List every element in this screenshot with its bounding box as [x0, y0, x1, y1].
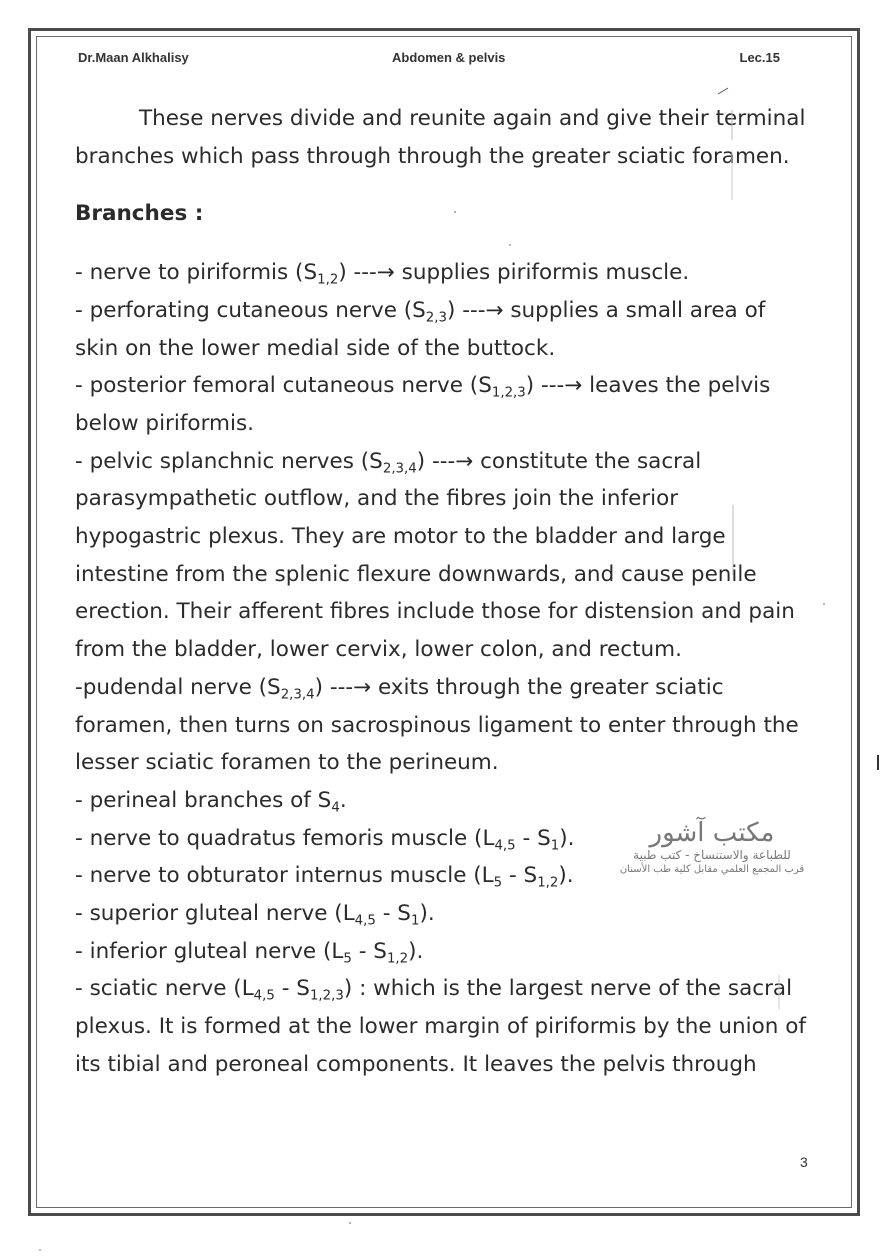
- branch-item-posterior-femoral-cutaneous: - posterior femoral cutaneous nerve $(S_{1,2,3})$ ---→ leaves the pelvis below piriformis.: [75, 373, 771, 436]
- branch-item-pelvic-splanchnic: - pelvic splanchnic nerves $(S_{2,3,4})$ ---→ constitute the sacral parasympathetic outflow, and the fibres join the inferior hypogastric plexus. They are motor to the bladder and large intestine from the splenic flexure downwards, and cause penile erection. Their afferent fibres include those for distension and pain from the bladder, lower cervix, lower colon, and rectum.: [75, 448, 795, 663]
- page-header: [78, 50, 780, 68]
- branch-item-obturator-internus: - nerve to obturator internus muscle $(L_5 - S_{1,2})$.: [75, 863, 574, 892]
- intro-paragraph: These nerves divide and reunite again and give their terminal branches which pass through through the greater sciatic foramen.: [75, 106, 806, 169]
- header-subject: Abdomen & pelvis: [392, 50, 506, 65]
- header-author: Dr.Maan Alkhalisy: [78, 50, 189, 65]
- branch-item-quadratus-femoris: - nerve to quadratus femoris muscle $(L_{4,5} - S_1)$.: [75, 825, 575, 854]
- branch-item-sciatic: - sciatic nerve $(L_{4,5} - S_{1,2,3})$ : which is the largest nerve of the sacral plexus. It is formed at the lower margin of piriformis by the union of its tibial and peroneal components. It leaves the pelvis through: [75, 976, 806, 1077]
- branch-item-perforating-cutaneous: - perforating cutaneous nerve $(S_{2,3})$ ---→ supplies a small area of skin on the lower medial side of the buttock.: [75, 297, 766, 361]
- scan-speck: [39, 1249, 41, 1251]
- page-body: [75, 100, 810, 1084]
- header-lecture: Lec.15: [739, 50, 780, 65]
- branches-heading: Branches :: [75, 201, 204, 227]
- branch-item-superior-gluteal: - superior gluteal nerve $(L_{4,5} - S_1)$.: [75, 901, 435, 929]
- print-shop-stamp: [612, 818, 812, 890]
- branch-item-inferior-gluteal: - inferior gluteal nerve $(L_5 - S_{1,2})$.: [75, 938, 424, 967]
- page-number: 3: [800, 1154, 808, 1170]
- stamp-line-2: للطباعة والاستنساخ - كتب طبية: [633, 848, 791, 862]
- branch-item-piriformis: - nerve to piriformis $(S_{1,2})$ ---→ supplies piriformis muscle.: [75, 260, 690, 288]
- branch-item-pudendal: -pudendal nerve $(S_{2,3,4})$ ---→ exits through the greater sciatic foramen, then turns on sacrospinous ligament to enter through the lesser sciatic foramen to the perineum.: [75, 674, 799, 776]
- stamp-line-3: قرب المجمع العلمي مقابل كلية طب الأسنان: [619, 864, 805, 875]
- branch-item-perineal: - perineal branches of $S_4$.: [75, 787, 347, 816]
- scan-speck: [349, 1222, 351, 1224]
- stamp-line-1: مكتب آشور: [649, 818, 775, 848]
